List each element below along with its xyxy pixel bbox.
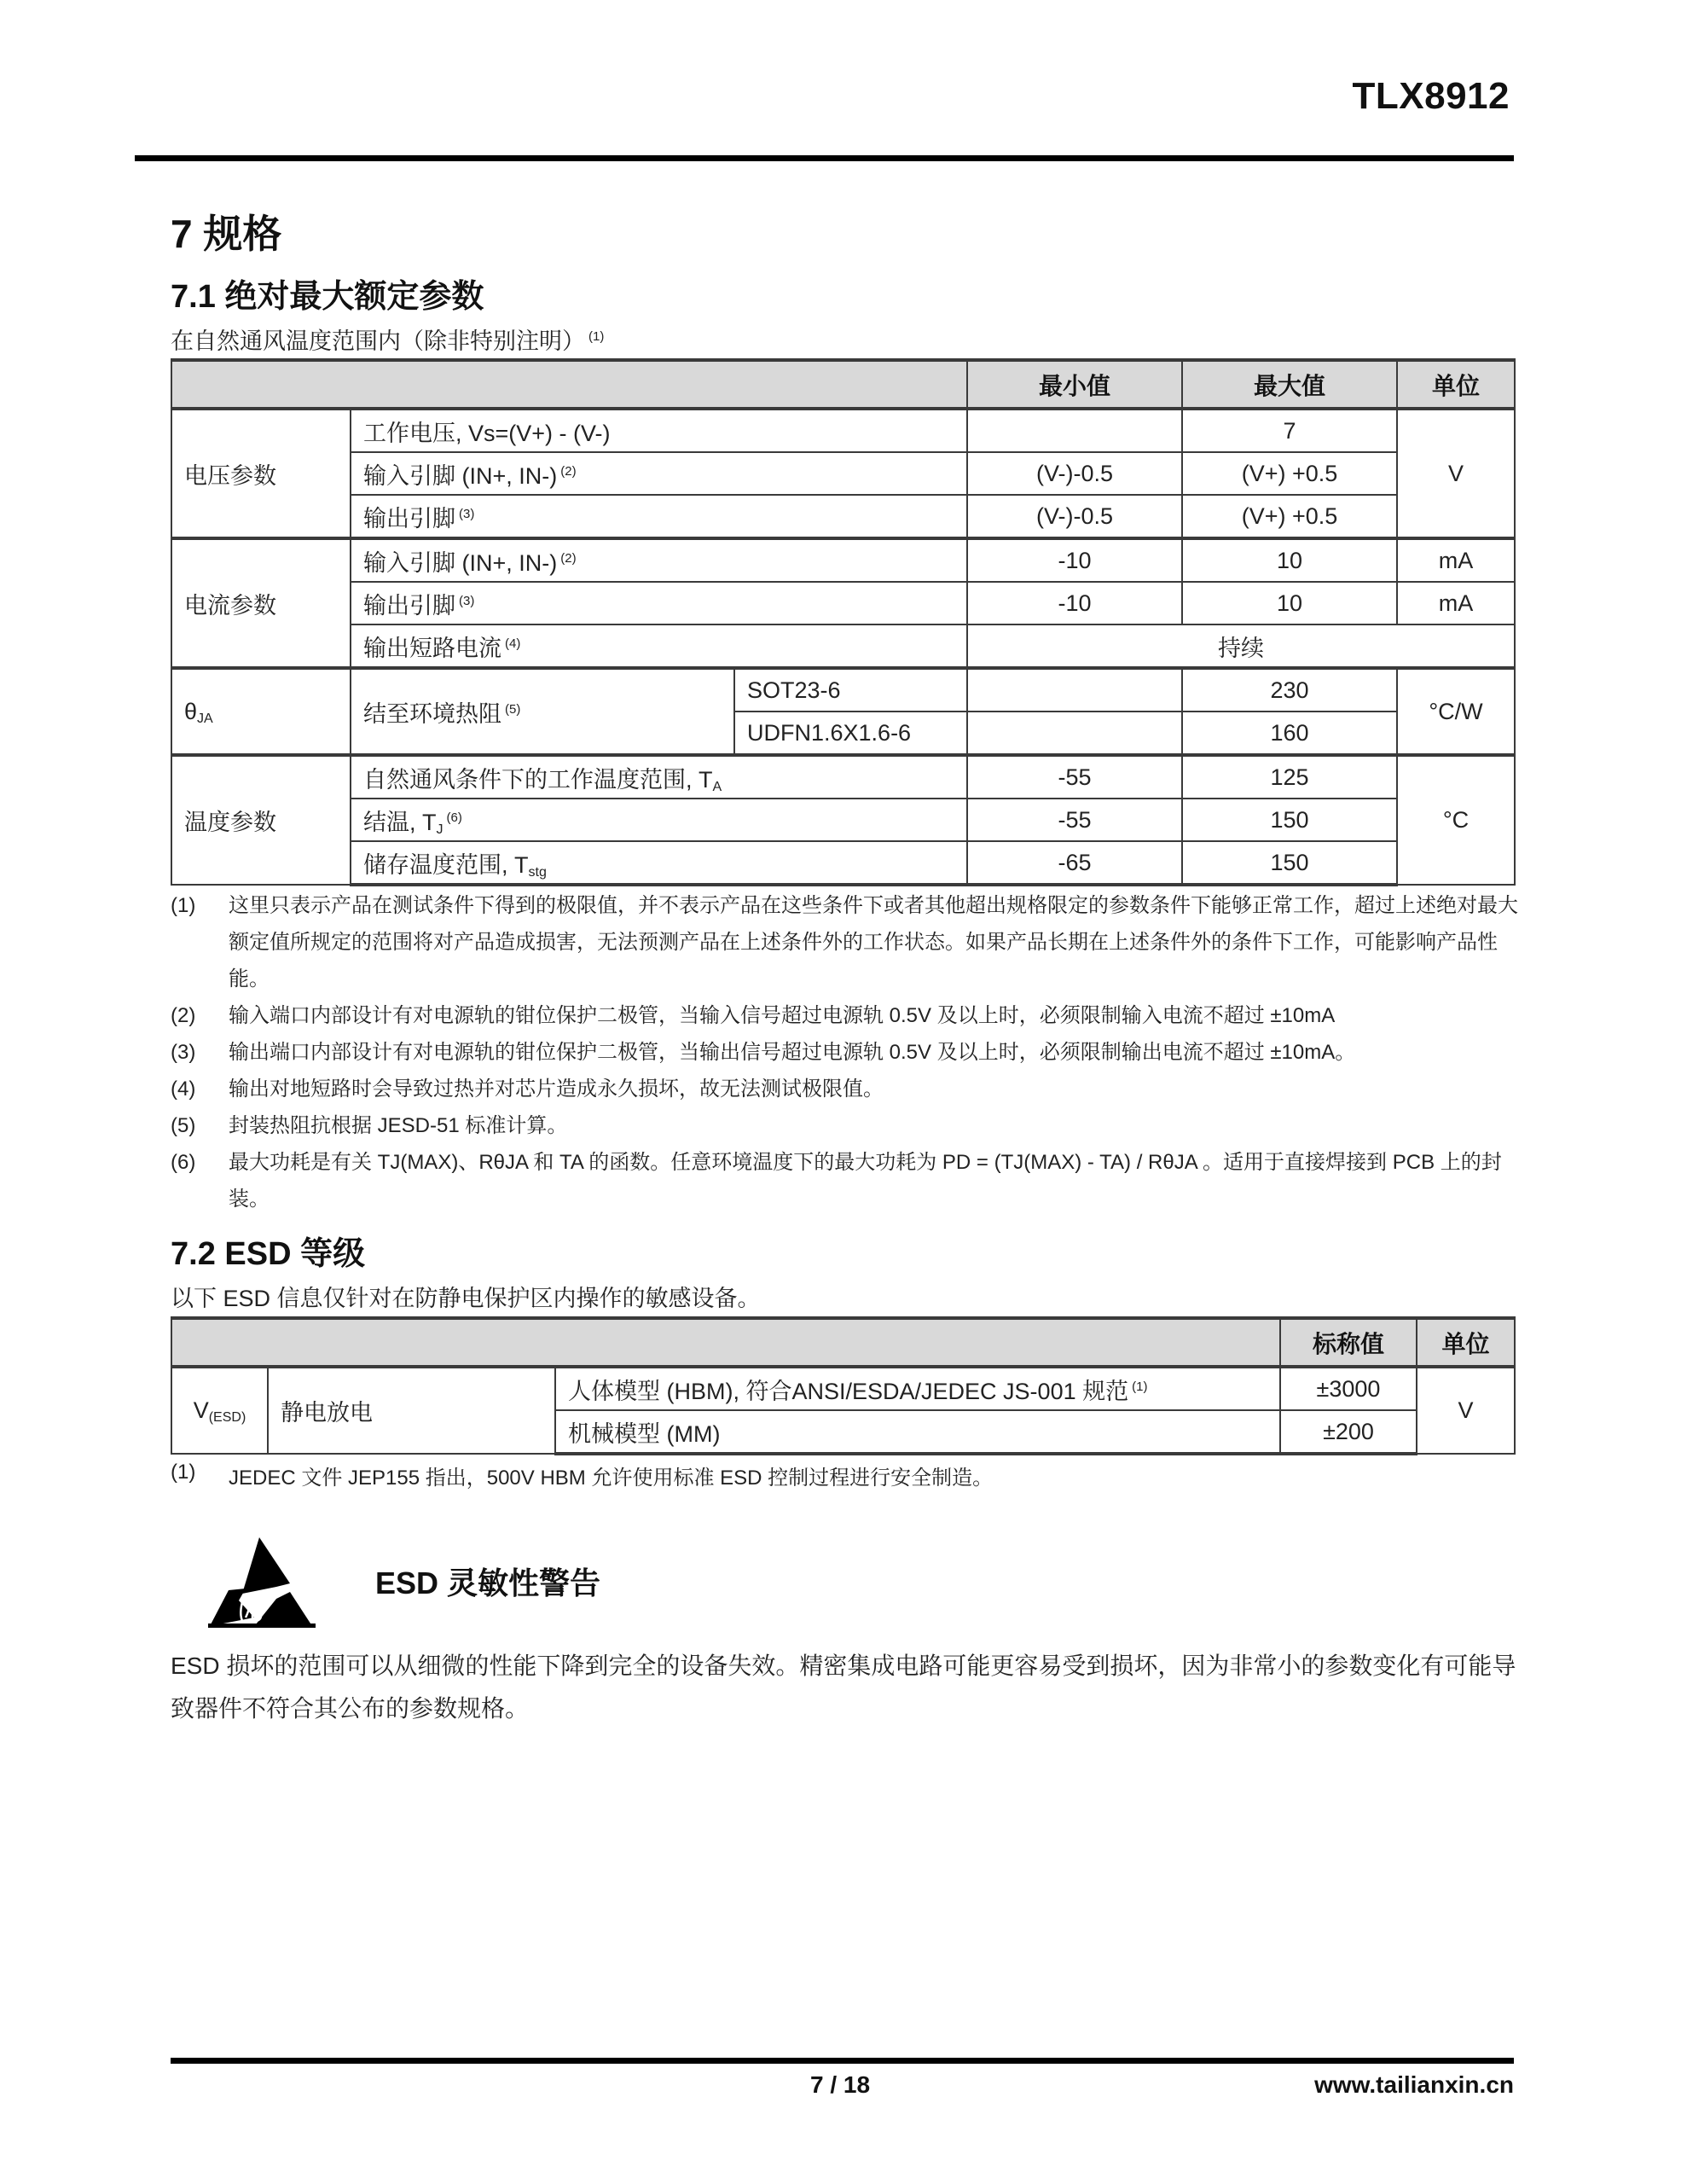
table-row — [171, 624, 1515, 668]
page-number: 7 / 18 — [810, 2071, 871, 2098]
unit-value: °C — [1397, 755, 1515, 885]
esd-name: 静电放电 — [268, 1367, 555, 1454]
row-label-text: 人体模型 (HBM), 符合ANSI/ESDA/JEDEC JS-001 规范 — [568, 1378, 1129, 1404]
section-heading-esd-ratings: 7.2 ESD 等级 — [171, 1236, 366, 1272]
row-label — [351, 799, 967, 841]
esd-ratings-table — [171, 1316, 1516, 1455]
row-label-text: 输出引脚 — [363, 505, 455, 531]
section-heading-absolute-max-ratings: 7.1 绝对最大额定参数 — [171, 279, 484, 315]
footnote-item — [171, 887, 1518, 997]
table-row — [171, 841, 1515, 885]
table-header-row — [171, 1318, 1515, 1367]
group-current: 电流参数 — [171, 538, 351, 668]
footnote-item — [171, 1034, 1518, 1071]
table-row — [171, 582, 1515, 624]
section-subtitle: 以下 ESD 信息仅针对在防静电保护区内操作的敏感设备。 — [171, 1286, 761, 1311]
header-min: 最小值 — [967, 360, 1182, 409]
subscript: J — [436, 822, 443, 837]
table-header-row — [171, 360, 1515, 409]
row-label-text: 储存温度范围, T — [363, 851, 529, 878]
row-label — [351, 668, 734, 755]
table-row — [171, 755, 1515, 799]
package-name: UDFN1.6X1.6-6 — [734, 712, 967, 755]
max-value: 125 — [1182, 755, 1397, 799]
table-row — [171, 668, 1515, 712]
nominal-value: ±200 — [1280, 1410, 1417, 1454]
row-label-text: 自然通风条件下的工作温度范围, T — [363, 766, 713, 793]
row-label-text: 结至环境热阻 — [363, 700, 501, 727]
header-nominal: 标称值 — [1280, 1318, 1417, 1367]
footnote-text: 输入端口内部设计有对电源轨的钳位保护二极管，当输入信号超过电源轨 0.5V 及以上时，必须限制输入电流不超过 ±10mA — [229, 1004, 1336, 1027]
row-label — [351, 755, 967, 799]
row-label-text: 输入引脚 (IN+, IN-) — [363, 462, 558, 489]
row-label-text: 输入引脚 (IN+, IN-) — [363, 549, 558, 576]
max-value: 230 — [1182, 668, 1397, 712]
footnotes — [171, 887, 1518, 1217]
footnote-item — [171, 1071, 1518, 1107]
min-value — [967, 712, 1182, 755]
header-unit: 单位 — [1417, 1318, 1515, 1367]
subscript: A — [712, 779, 722, 794]
document-title: TLX8912 — [1352, 75, 1510, 117]
table-row — [171, 538, 1515, 582]
footnote-text: 输出对地短路时会导致过热并对芯片造成永久损坏，故无法测试极限值。 — [229, 1077, 884, 1101]
row-label-text: 结温, T — [363, 809, 437, 835]
min-value — [967, 409, 1182, 452]
max-value: 150 — [1182, 799, 1397, 841]
footnote-item — [171, 1144, 1518, 1217]
min-value: -10 — [967, 582, 1182, 624]
row-label — [351, 624, 967, 668]
footnote-text: 最大功耗是有关 TJ(MAX)、RθJA 和 TA 的函数。任意环境温度下的最大功耗为 PD = (TJ(MAX) - TA) / RθJA 。适用于直接焊接到 PCB 上的封装。 — [229, 1151, 1502, 1211]
header-max: 最大值 — [1182, 360, 1397, 409]
footnote-ref: (5) — [505, 701, 521, 717]
footnote-ref: (2) — [560, 550, 577, 566]
subscript: stg — [528, 864, 547, 880]
footnote-ref: (4) — [505, 636, 521, 651]
unit-value: V — [1417, 1367, 1515, 1454]
theta-symbol: θ — [184, 698, 198, 724]
section-heading-specifications: 7 规格 — [171, 212, 282, 256]
footnote-text: JEDEC 文件 JEP155 指出，500V HBM 允许使用标准 ESD 控制过程进行安全制造。 — [229, 1467, 994, 1490]
max-value: 10 — [1182, 538, 1397, 582]
footer-rule — [171, 2058, 1514, 2064]
nominal-value: ±3000 — [1280, 1367, 1417, 1410]
footnote-ref: (2) — [560, 463, 577, 479]
min-value: (V-)-0.5 — [967, 495, 1182, 538]
esd-footnote — [171, 1461, 993, 1490]
min-value: -10 — [967, 538, 1182, 582]
footnote-text: 这里只表示产品在测试条件下得到的极限值，并不表示产品在这些条件下或者其他超出规格限定的参数条件下能够正常工作，超过上述绝对最大额定值所规定的范围将对产品造成损害，无法预测产品在上述条件外的工作状态。如果产品长期在上述条件外的条件下工作，可能影响产品性能。 — [229, 894, 1518, 990]
package-name: SOT23-6 — [734, 668, 967, 712]
table-row — [171, 409, 1515, 452]
min-value — [967, 668, 1182, 712]
continuous-value: 持续 — [967, 624, 1515, 668]
footnote-number: (4) — [171, 1077, 196, 1101]
footnote-item — [171, 1107, 1518, 1144]
section-subtitle — [171, 322, 604, 356]
footnote-ref: (1) — [1132, 1379, 1148, 1394]
group-theta-ja — [171, 668, 351, 755]
footnote-number: (1) — [171, 894, 196, 917]
website-link[interactable]: www.tailianxin.cn — [1314, 2071, 1514, 2098]
theta-subscript: JA — [197, 711, 213, 726]
footnote-text: 输出端口内部设计有对电源轨的钳位保护二极管，当输出信号超过电源轨 0.5V 及以上时，必须限制输出电流不超过 ±10mA。 — [229, 1041, 1356, 1064]
symbol-text: V — [193, 1397, 209, 1423]
min-value: -55 — [967, 755, 1182, 799]
footnote-number: (1) — [171, 1461, 196, 1484]
row-label — [351, 452, 967, 495]
absolute-max-ratings-table — [171, 358, 1516, 886]
table-row — [171, 452, 1515, 495]
table-row — [171, 1367, 1515, 1410]
footnote-number: (2) — [171, 1004, 196, 1027]
esd-warning-title: ESD 灵敏性警告 — [375, 1565, 601, 1600]
row-label-text: 输出引脚 — [363, 592, 455, 619]
subtitle-text: 在自然通风温度范围内（除非特别注明） — [171, 328, 585, 354]
symbol-subscript: (ESD) — [208, 1410, 246, 1425]
row-label — [351, 841, 967, 885]
row-label: 工作电压, Vs=(V+) - (V-) — [351, 409, 967, 452]
min-value: -65 — [967, 841, 1182, 885]
min-value: -55 — [967, 799, 1182, 841]
row-label — [351, 538, 967, 582]
table-row — [171, 799, 1515, 841]
max-value: 150 — [1182, 841, 1397, 885]
max-value: 160 — [1182, 712, 1397, 755]
esd-warning-icon — [205, 1536, 326, 1629]
row-label — [351, 495, 967, 538]
unit-value: V — [1397, 409, 1515, 538]
footnote-ref: (3) — [459, 506, 475, 521]
footnote-item — [171, 997, 1518, 1034]
max-value: 10 — [1182, 582, 1397, 624]
footnote-ref: (6) — [446, 810, 462, 825]
max-value: (V+) +0.5 — [1182, 495, 1397, 538]
unit-value: mA — [1397, 582, 1515, 624]
max-value: (V+) +0.5 — [1182, 452, 1397, 495]
esd-warning-text: ESD 损坏的范围可以从细微的性能下降到完全的设备失效。精密集成电路可能更容易受到损坏，因为非常小的参数变化有可能导致器件不符合其公布的参数规格。 — [171, 1653, 1516, 1722]
group-voltage: 电压参数 — [171, 409, 351, 538]
header-param — [171, 360, 967, 409]
unit-value: °C/W — [1397, 668, 1515, 755]
max-value: 7 — [1182, 409, 1397, 452]
unit-value: mA — [1397, 538, 1515, 582]
footnote-number: (5) — [171, 1114, 196, 1137]
row-label-text: 输出短路电流 — [363, 635, 501, 661]
group-temperature: 温度参数 — [171, 755, 351, 885]
footnote-ref: (1) — [588, 329, 605, 344]
header-param — [171, 1318, 1280, 1367]
footnote-number: (6) — [171, 1151, 196, 1174]
esd-symbol — [171, 1367, 268, 1454]
header-unit: 单位 — [1397, 360, 1515, 409]
row-label — [351, 582, 967, 624]
min-value: (V-)-0.5 — [967, 452, 1182, 495]
footnote-number: (3) — [171, 1041, 196, 1064]
table-row — [171, 495, 1515, 538]
footnote-text: 封装热阻抗根据 JESD-51 标准计算。 — [229, 1114, 568, 1137]
footnote-ref: (3) — [459, 593, 475, 608]
row-label — [555, 1367, 1280, 1410]
header-rule — [135, 155, 1514, 161]
row-label: 机械模型 (MM) — [555, 1410, 1280, 1454]
